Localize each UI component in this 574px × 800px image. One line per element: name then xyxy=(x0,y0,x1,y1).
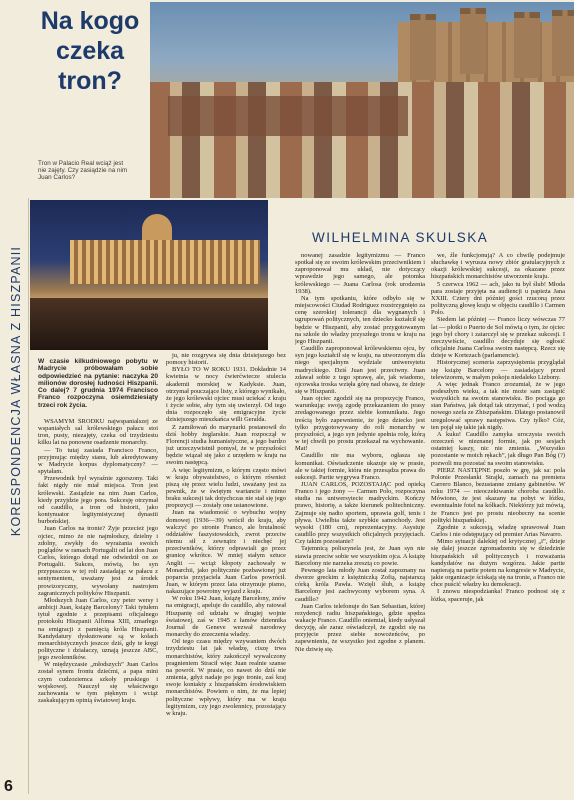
paragraph: Na tym spotkaniu, które odbyło się w miejscowości Ciudad Rodriguez rozstrzygnięto za cenę szerokiej tolerancji dla wygnanych i ugrupowań politycznych, ten dziecko kształcił się będzie w Hiszpanii, aby zostać przygotowanym na szkole do władzy przyszłego tronu w kraju na jego Hiszpanii. xyxy=(295,294,425,345)
paragraph: A więc legitymizm, o którym często mówi w kraju obywatelstwo, o którym również piszą się przez wielu ludzi, uważany jest za pewnik, że w świętym wariancie i mimo braku sukcesji tak dotychczas nie stał się jego propozycji — zostały one ustanowione. xyxy=(166,466,286,510)
photo-avila-walls xyxy=(148,2,574,198)
photo-royal-palace xyxy=(30,200,268,350)
paragraph: Zgodnie z sukcesją, władzę sprawował Juan Carlos i nie odstępujący od premier Arias Navarro. xyxy=(431,523,565,539)
paragraph: Juan ojciec zgodził się na propozycję Franco, warunkując swoją zgodę przekazaniem do prasy zredagowanego przez siebie komunikatu. Jego treścią było zapewnienie, że jego dziecko jest tylko przygotowywany do roli monarchy w przyszłości, a jego syn jedynie spełnia rolę, którą w tej chwili po prostu przekazał na wychowanie. Mat! xyxy=(295,395,425,453)
headline: Na kogo czeka tron? xyxy=(40,7,140,95)
tower-image xyxy=(514,12,540,78)
paragraph: W międzyczasie „młodszych” Juan Carlos został synem frontu dziećmi, a papa mini czym cudzoziemca szkoły pruskiego i wojskowej. Nauczył się właściwego zachowania w tym pięknym i wciąż zaskakującym opinią światowej kraju. xyxy=(38,661,158,705)
paragraph: Historycznej sceneria zaprzysiężenia przyglądał się książę Barcelony — zasiadający przed telewizorem, w małym pokoju niedaleko Lizbony. xyxy=(431,359,565,381)
author-name: WILHELMINA SKULSKA xyxy=(312,230,489,245)
paragraph: Mimo sytuacji dalekiej od krytycznej „i”, dzieje się dalej jeszcze zgromadzeniu się w dziedzinie hiszpańskich sił politycznych i rozważania kandydatów na dużym wzgórzu. Jakie partie napierają na partie potem na kongresie w Madrycie, jakie organizacje ściskają się na tronie, a Franco nie chce puścić władzy ku demokracji. xyxy=(431,538,565,589)
page-number: 6 xyxy=(4,778,13,795)
ground-image xyxy=(30,298,268,350)
paragraph: Juan na wiadomość o wybuchu wojny domowej (1936—39) wrócił do kraju, aby walczyć po stronie Franco, ale brutalność oddziałów faszystowskich, zwrot przeciw niemu sił z zewnątrz i niechęć jej przeciwników, którzy odprawiali go przez granicę wkrótce. W mniej stałym sztuce Anglii — wciąż kłopoty zachowały w Monarchii, jako politycznie pozbawionej już poparcia przyjaciela Juan Carlos powrócił. Juan, w którym przez lata otrzymuje pismo, nakazujące powrotny wyjazd z kraju. xyxy=(166,509,286,596)
paragraph: Caudillo nie ma wyboru, ogłasza się komunikat. Oświadczenie ukazuje się w prasie, ale w takiej formie, która nie przesądza prawa do sukcesji. Partie wygrywa Franco. xyxy=(295,452,425,481)
paragraph: JUAN CARLOS, POZOSTAJĄC pod opieką Franco i jego żony — Carmen Polo, rozpoczyna studia na uniwersytecie madryckim. Kończy prawo, historię, a także kierunek politechniczny. Zajmuje się nadto sportem, uprawia golf, tenis i pływa. Uwielbia także szybkie samochody. Jest wysoki (180 cm), reprezentacyjny. Asystuje caudillo przy wszystkich oficjalnych przyjęciach. Czy takim pozostanie? xyxy=(295,481,425,546)
text-column-2 xyxy=(166,352,286,794)
paragraph: Od tego czasu między wzywaniem dwóch trzydziestu lat jak władzę, ciszę trwa monarchistów, który zakończył wywalczony pragnieniem Stracił więc Juan realnie szanse na powrót. W prasie, co nawet do dziś nie zmienia, gdyż nadaje po jego tronie, zaś kraj swoje kontakty z hiszpańskim środowiskiem monarchistów. Powiem o nim, że ma lepiej polityczne wpływy, który ma w kraju legitymizm, czy jego zwolennicy, pozostający w kraju. xyxy=(166,638,286,717)
palace-image xyxy=(70,240,260,284)
paragraph: Juan Carlos telefonuje do San Sebastian, której rezydencji radiu hiszpańskiego, gdzie spędza wakacje Franco. Caudillo oniemiał, kiedy usłyszał decyzję, ale zaraz oświadczył, że zgodzi się na przyjęcie przez siebie nowożeńców, po zapewnieniu, że wszystko jest zgodne z planem. Nie dziwię się. xyxy=(295,602,425,653)
column-divider xyxy=(28,198,29,794)
tower-image xyxy=(552,10,574,76)
paragraph: Przewodnik był wyraźnie zgorszony. Taki fakt nigdy nie miał miejsca. Tron jest królewski. Zasiądzie na nim Juan Carlos, kiedy przyjdzie jego pora. Sukcesję otrzymał od caudillo, a tron od historii, jako kontynuator legitymistycznej dynastii burbońskiej. xyxy=(38,475,158,526)
paragraph: Juan Carlos na tronie? Żyje przecież jego ojciec, mimo że nie najmłodszy, dzielny i zdolny, zwykły do wyrażania swoich poglądów w ramach Portugalii od lat don Juan Carlos, którego dotąd nie odwiedził on ze Portugalii. Sukces, mówią, bo syn przypuszcza w tej roli zasiadając w pałacu z sentymentem, uważany jest za środek prowizoryczny, wywołany nastrojem zagranicznych polityków Hiszpanii. xyxy=(38,525,158,597)
paragraph: A kuku! Caudillo zamyka uroczysta swoich orzeczeń w nieznanej formie, jak po sesjach ostatniej kaszy, nic nie zmienia. „Wszystko pozostanie w moich rękach”, jak długo Pan Bóg (?) pozwoli mu pozostać na swoim stanowisku. xyxy=(431,430,565,467)
text-column-3 xyxy=(295,252,425,794)
paragraph: Pewnego lata młody Juan został zapoznany na dworze greckim z księżniczką Zofią, najstarszą córką króla Pawła. Wzięli ślub, a książę Barcelony jest zachwycony wyborem syna. A caudillo? xyxy=(295,566,425,603)
paragraph: Siedem lat później — Franco liczy wówczas 77 lat — płotki o Puerto de Sol mówią o tym, że ojciec jego był chory i zatarczył się w przekaz sukcesji. I rzeczywiście, caudillo decyduje się ogłosić oficjalnie Juana Carlosa swoim następcą. Rzecz się dzieje w Kortezach (parlamencie). xyxy=(431,316,565,360)
title-area xyxy=(0,0,150,198)
paragraph: WSAMYM ŚRODKU najwspanialszej ze wspaniałych sal królewskiego pałacu stoi tron, pusty, niezajęty, czeka od trzydziestu kilku lat na ponowne osadzenie monarchy. xyxy=(38,418,158,447)
paragraph: ju, nie rozgrywa się dnia dzisiejszego bez pomocy historii. xyxy=(166,352,286,367)
paragraph: we, źle funkcjonują? A co chwilę podejmuje słuchawkę i wyrusza nowy zbiór gratulacyjnych z okazji królewskiej sukcesji, za okazane przez hiszpańskich monarchistów utworzenie kraju. xyxy=(431,252,565,281)
side-title-area xyxy=(2,196,26,596)
intro-paragraph: W czasie kilkudniowego pobytu w Madrycie próbowałam sobie odpowiedzieć na pytanie: naczyka 20 milionów dorosłej ludności Hiszpanii. Co dalej? 7 grudnia 1974 Francisco Franco rozpoczyna osiemdziesiąty trzeci rok życia. xyxy=(38,358,158,409)
paragraph: 5 czerwca 1962 — ach, jako tu był ślub! Młoda para zostaje przyjęta na audiencji u papieża Jana XXIII. Cztery dni później gości rzuconą przez polityczną głowę kraju w objęciu caudillo i Carmen Polo. xyxy=(431,280,565,317)
photo-caption: Tron w Palacio Real wciąż jest nie zajęty. Czy zasiądzie na nim Juan Carlos? xyxy=(38,160,128,182)
paragraph: W roku 1942 Juan, książę Barcelony, znów na emigracji, apeluje do caudillo, aby ratował Hiszpanię od udziału w drugiej wojnie światowej, zaś w 1945 z łamów dziennika Journal de Geneve wezwał narodowy monarchy do zrzeczenia władzy. xyxy=(166,595,286,639)
text-column-1 xyxy=(38,418,158,788)
side-title: KORESPONDENCJA WŁASNA Z HISZPANII xyxy=(9,245,23,537)
houses-image xyxy=(168,96,408,136)
paragraph: BYŁO TO W ROKU 1931. Dokładnie 14 kwietnia w nocy ćwierćwiecze stulecia akademii morskiej w Kadyksie. Juan, otrzymał pouczające listy, z którego wynikało, że jego królewski ojciec musi uciekać z kraju i życie sobie, aby tym się uwierzył. Od tego dnia rozpoczęło się emigracyjne życie dzisiejszego mieszkańca willi Geralda. xyxy=(166,366,286,424)
paragraph: A więc jednak Franco zrozumiał, że w jego podeszłym wieku, a tak nie może sam zastąpić wszystkich na swoim stanowisku. Bo pociąga go stan Państwa, jak dotąd tak utrzymać, i pod wodzą nowego szefa ze Zhiszpańskim. Dlatego postanowił uregulować sprawy następstwa. Czy tylko? Cóż, ten pojął się takie jak nigdy. xyxy=(431,380,565,431)
paragraph: — To tutaj zasiada Francisco Franco, przyjmując między stanu, lub akredytowany w Madrycie korpus dyplomatyczny? — spytałam. xyxy=(38,446,158,476)
paragraph: Caudillo zaproponował królewskiemu ojcu, by syn jego kształcił się w kraju, na utworzonym dla niego specjalnym wydziale uniwersytetu madryckiego. Dziś Juan jest przeciwny. Juan zdawał sobie z tego sprawę, ale, jak wiadomo, ojcowska troska wzięła górę nad obawą, że dzieje się w Hiszpanii. xyxy=(295,345,425,395)
paragraph: I znowu niespodzianka! Franco podnosi się z łóżka, spaceruje, jak xyxy=(431,588,565,603)
tower-image xyxy=(460,8,486,74)
paragraph: Tajemnicą poliszynela jest, że Juan syn nie stawia przeciw sobie we wszystkim ojca. A książę Barcelony nie narzeka zresztą co powie. xyxy=(295,545,425,567)
paragraph: Z zamiłowań do marynarki postanowił do dziś hobby żeglarskie. Juan rozpoczął w Florencji studia humanistyczne, a jego bardzo już urzeczywistnił pomysł, że w przyszłości będzie wiązał się jako z urzędem w kraju na swoim następcą. xyxy=(166,423,286,467)
paragraph: nowanej zasadzie legitymizmu — Franco spotkał się ze swoim królewskim przeciwnikiem i zaproponował mu układ, nie dotyczący wprawdzie jego samego, ale potomka królewskiego — Juana Carlosa (rok urodzenia 1938). xyxy=(295,252,425,295)
tower-image xyxy=(410,14,436,80)
paragraph: Młodszych Juan Carlos, czy peter wersy i ambicji Juan, książę Barcelony? Taki tytułem tytuł zgodnie z przepisami oficjalnego protokołu Hiszpanii Alfonsa XIII, zmarłego na emigracji z pamięcią króla Hiszpanii. Kandydatury dyskutowane są w kołach monarchistycznych jeszcze dziś, gdy te kręgi polityczne i działaczy, uznają jeszcze ABC, jego zwolenników. xyxy=(38,596,158,662)
text-column-4 xyxy=(431,252,565,794)
paragraph: PIERZ NASTĘPNE poszło w grę, jak sa: pola Polonie Przesłanki Strajki, zamach na premiera Carrero Blanco, bezustanne zmiany gabinetów. W roku 1974 — nieoczekiwanie choroba caudillo. Mówiono, że jest skazany na pobyt w łóżku, ewentualnie fotel na kółkach. Niektórzy już mówią, że Franco jest po prostu nieobecny na scenie polityki hiszpańskiej. xyxy=(431,466,565,524)
